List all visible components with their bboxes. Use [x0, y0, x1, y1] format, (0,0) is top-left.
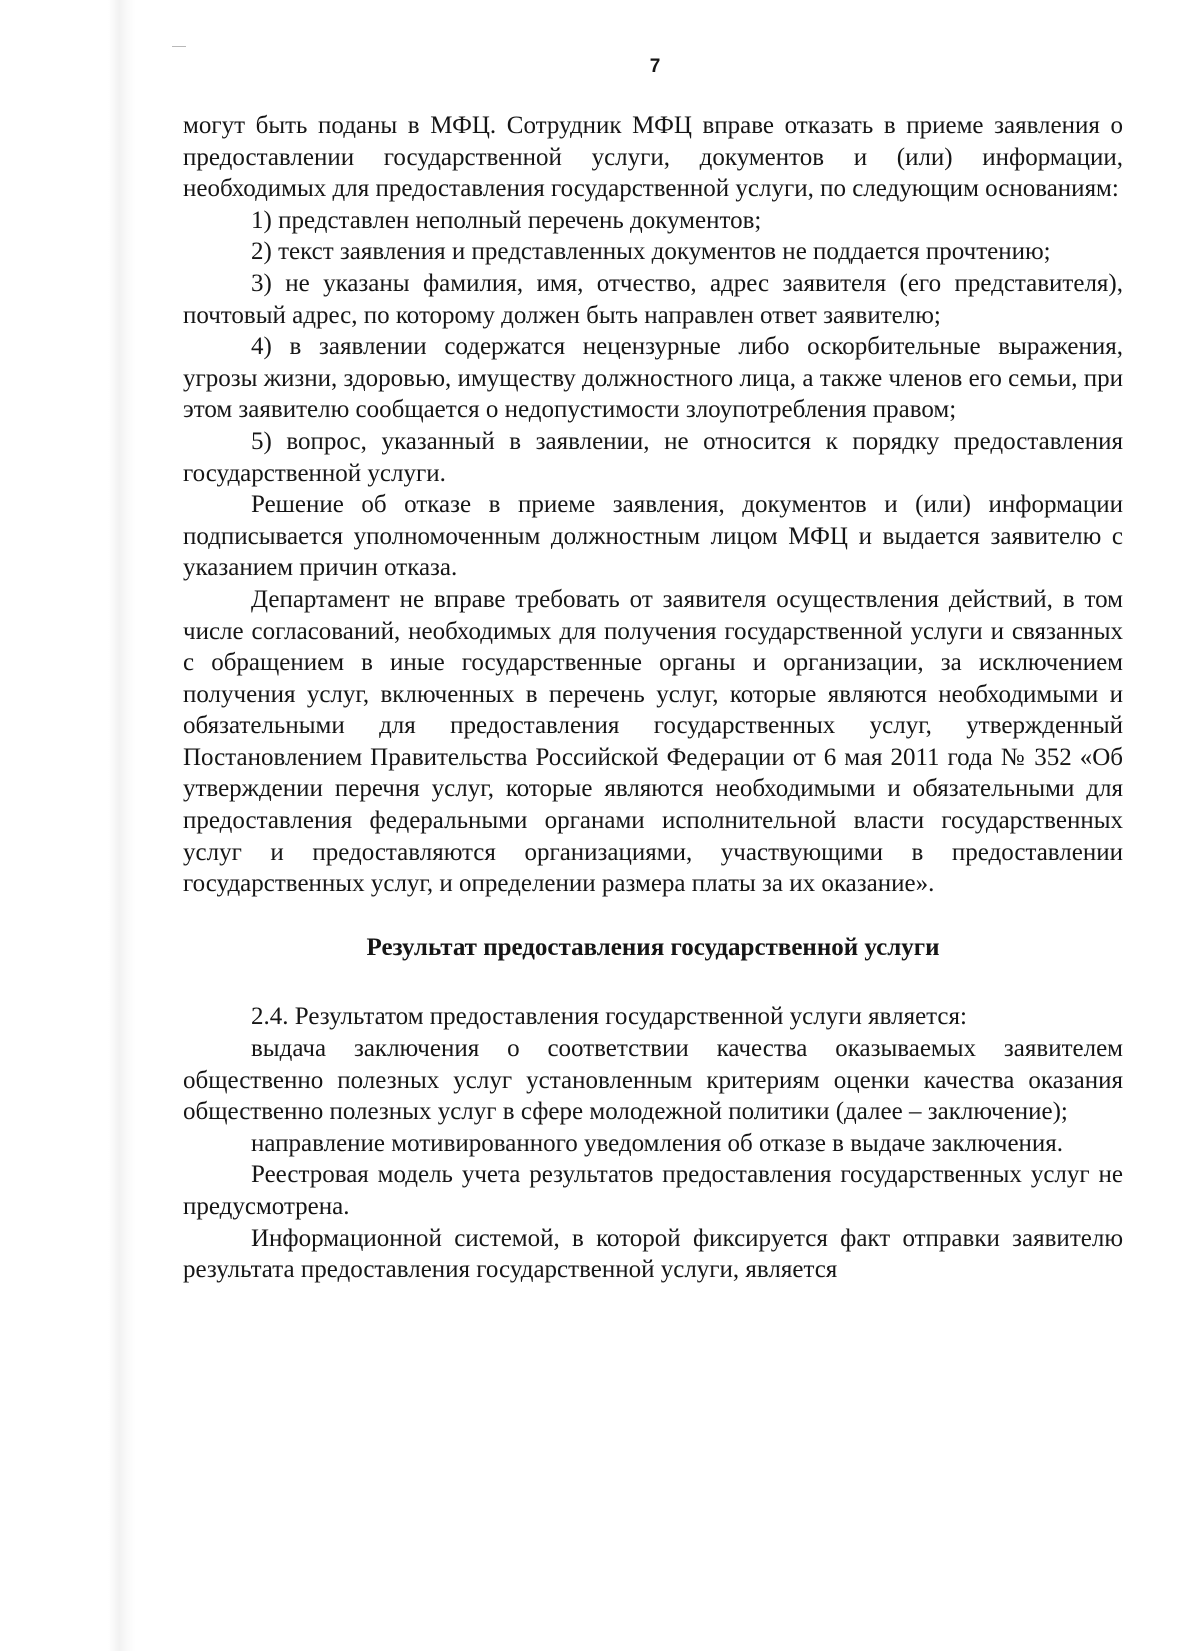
scan-shadow-edge [108, 0, 136, 1651]
paragraph-result-intro: 2.4. Результатом предоставления государственной услуги является: [251, 1003, 967, 1031]
paragraph-department-restrictions: Департамент не вправе требовать от заявителя осуществления действий, в том числе согласований, необходимых для получения государственной услуги и связанных с обращением в иные государственные органы и организации, за исключением получения услуг, включенных в перечень услуг, которые являются необходимыми и обязательными для предоставления государственных услуг, утвержденный Постановлением Правительства Российской Федерации от 6 мая 2011 года № 352 «Об утверждении перечня услуг, которые являются необходимыми и обязательными для предоставления федеральными органами исполнительной власти государственных услуг и предоставляются организациями, участвующими в предоставлении государственных услуг, и определении размера платы за их оказание». [183, 585, 1123, 898]
paragraph-intro: могут быть поданы в МФЦ. Сотрудник МФЦ вправе отказать в приеме заявления о предоставлении государственной услуги, документов и (или) информации, необходимых для предоставления государственной услуги, по следующим основаниям: [183, 112, 1123, 203]
paragraph-result-conclusion: выдача заключения о соответствии качества оказываемых заявителем общественно полезных услуг установленным критериям оценки качества оказания общественно полезных услуг в сфере молодежной политики (далее – заключение); [183, 1035, 1123, 1126]
paragraph-information-system: Информационной системой, в которой фиксируется факт отправки заявителю результата предоставления государственной услуги, является [183, 1224, 1123, 1284]
paragraph-refusal-decision: Решение об отказе в приеме заявления, документов и (или) информации подписывается уполномоченным должностным лицом МФЦ и выдается заявителю с указанием причин отказа. [183, 491, 1123, 582]
document-body [183, 110, 1123, 1286]
list-item-2: 2) текст заявления и представленных документов не поддается прочтению; [251, 238, 1051, 266]
list-item-5: 5) вопрос, указанный в заявлении, не относится к порядку предоставления государственной услуги. [183, 427, 1123, 487]
page-number: 7 [649, 56, 661, 77]
list-item-4: 4) в заявлении содержатся нецензурные либо оскорбительные выражения, угрозы жизни, здоровью, имуществу должностного лица, а также членов его семьи, при этом заявителю сообщается о недопустимости злоупотребления правом; [183, 333, 1123, 424]
list-item-3: 3) не указаны фамилия, имя, отчество, адрес заявителя (его представителя), почтовый адрес, по которому должен быть направлен ответ заявителю; [183, 269, 1123, 329]
paragraph-result-refusal-notice: направление мотивированного уведомления об отказе в выдаче заключения. [251, 1129, 1064, 1157]
section-heading: Результат предоставления государственной услуги [366, 933, 940, 961]
list-item-1: 1) представлен неполный перечень документов; [251, 206, 762, 234]
scan-artifact-mark [172, 46, 186, 47]
paragraph-registry-model: Реестровая модель учета результатов предоставления государственных услуг не предусмотрена. [183, 1161, 1123, 1220]
